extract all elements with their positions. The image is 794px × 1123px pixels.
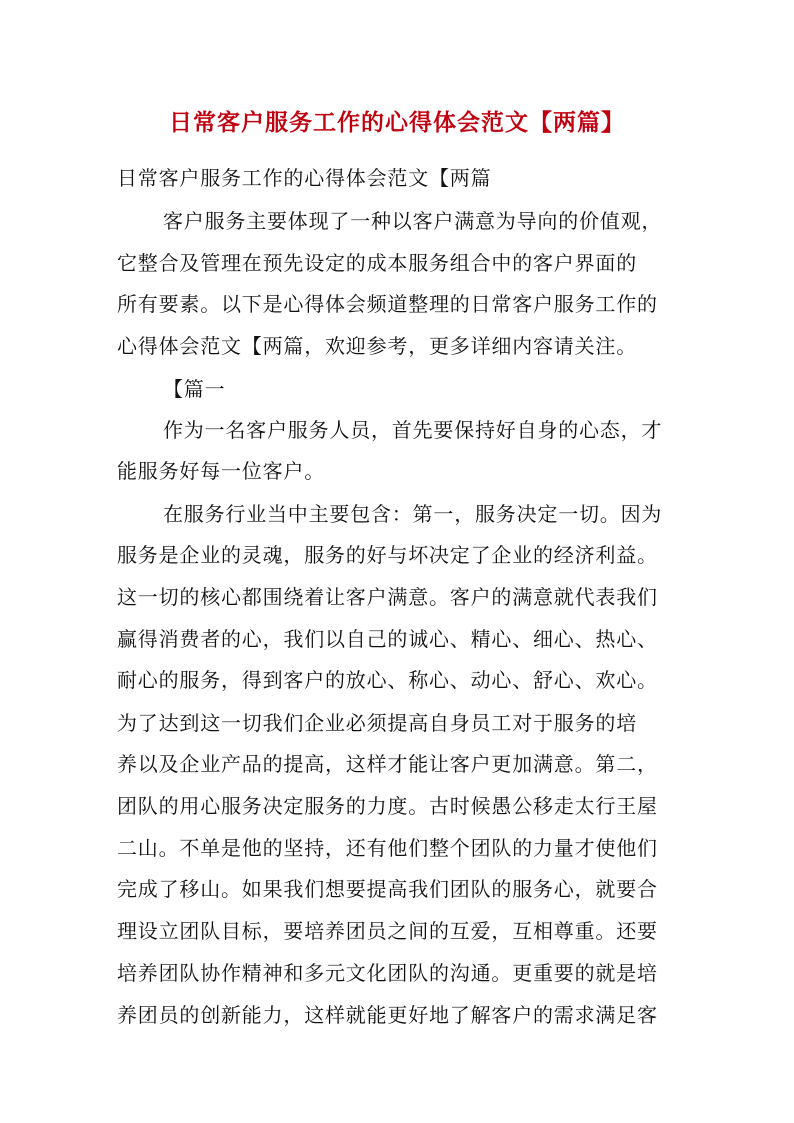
text-line: 二山。不单是他的坚持，还有他们整个团队的力量才使他们 xyxy=(117,836,658,860)
text-line: 为了达到这一切我们企业必须提高自身员工对于服务的培 xyxy=(117,711,637,735)
text-line: 能服务好每一位客户。 xyxy=(117,459,325,483)
text-line: 耐心的服务，得到客户的放心、称心、动心、舒心、欢心。 xyxy=(117,668,658,692)
text-line: 这一切的核心都围绕着让客户满意。客户的满意就代表我们 xyxy=(117,585,658,609)
document-title: 日常客户服务工作的心得体会范文【两篇】 xyxy=(169,109,625,136)
text-line: 客户服务主要体现了一种以客户满意为导向的价值观， xyxy=(163,209,663,233)
text-line: 理设立团队目标，要培养团员之间的互爱，互相尊重。还要 xyxy=(117,919,658,943)
text-line: 日常客户服务工作的心得体会范文【两篇 xyxy=(117,166,492,190)
text-line: 作为一名客户服务人员，首先要保持好自身的心态，才 xyxy=(163,418,663,442)
text-line: 团队的用心服务决定服务的力度。古时候愚公移走太行王屋 xyxy=(117,794,658,818)
text-line: 心得体会范文【两篇，欢迎参考，更多详细内容请关注。 xyxy=(117,334,637,358)
text-line: 在服务行业当中主要包含：第一，服务决定一切。因为 xyxy=(163,502,663,526)
text-line: 养以及企业产品的提高，这样才能让客户更加满意。第二， xyxy=(117,752,658,776)
text-line: 养团员的创新能力，这样就能更好地了解客户的需求满足客 xyxy=(117,1003,658,1027)
text-line: 赢得消费者的心，我们以自己的诚心、精心、细心、热心、 xyxy=(117,627,658,651)
text-line: 所有要素。以下是心得体会频道整理的日常客户服务工作的 xyxy=(117,292,658,316)
text-line: 它整合及管理在预先设定的成本服务组合中的客户界面的 xyxy=(117,251,637,275)
text-line: 完成了移山。如果我们想要提高我们团队的服务心，就要合 xyxy=(117,877,658,901)
text-line: 服务是企业的灵魂，服务的好与坏决定了企业的经济利益。 xyxy=(117,543,658,567)
section-heading: 【篇一 xyxy=(163,377,226,401)
text-line: 培养团队协作精神和多元文化团队的沟通。更重要的就是培 xyxy=(117,961,658,985)
